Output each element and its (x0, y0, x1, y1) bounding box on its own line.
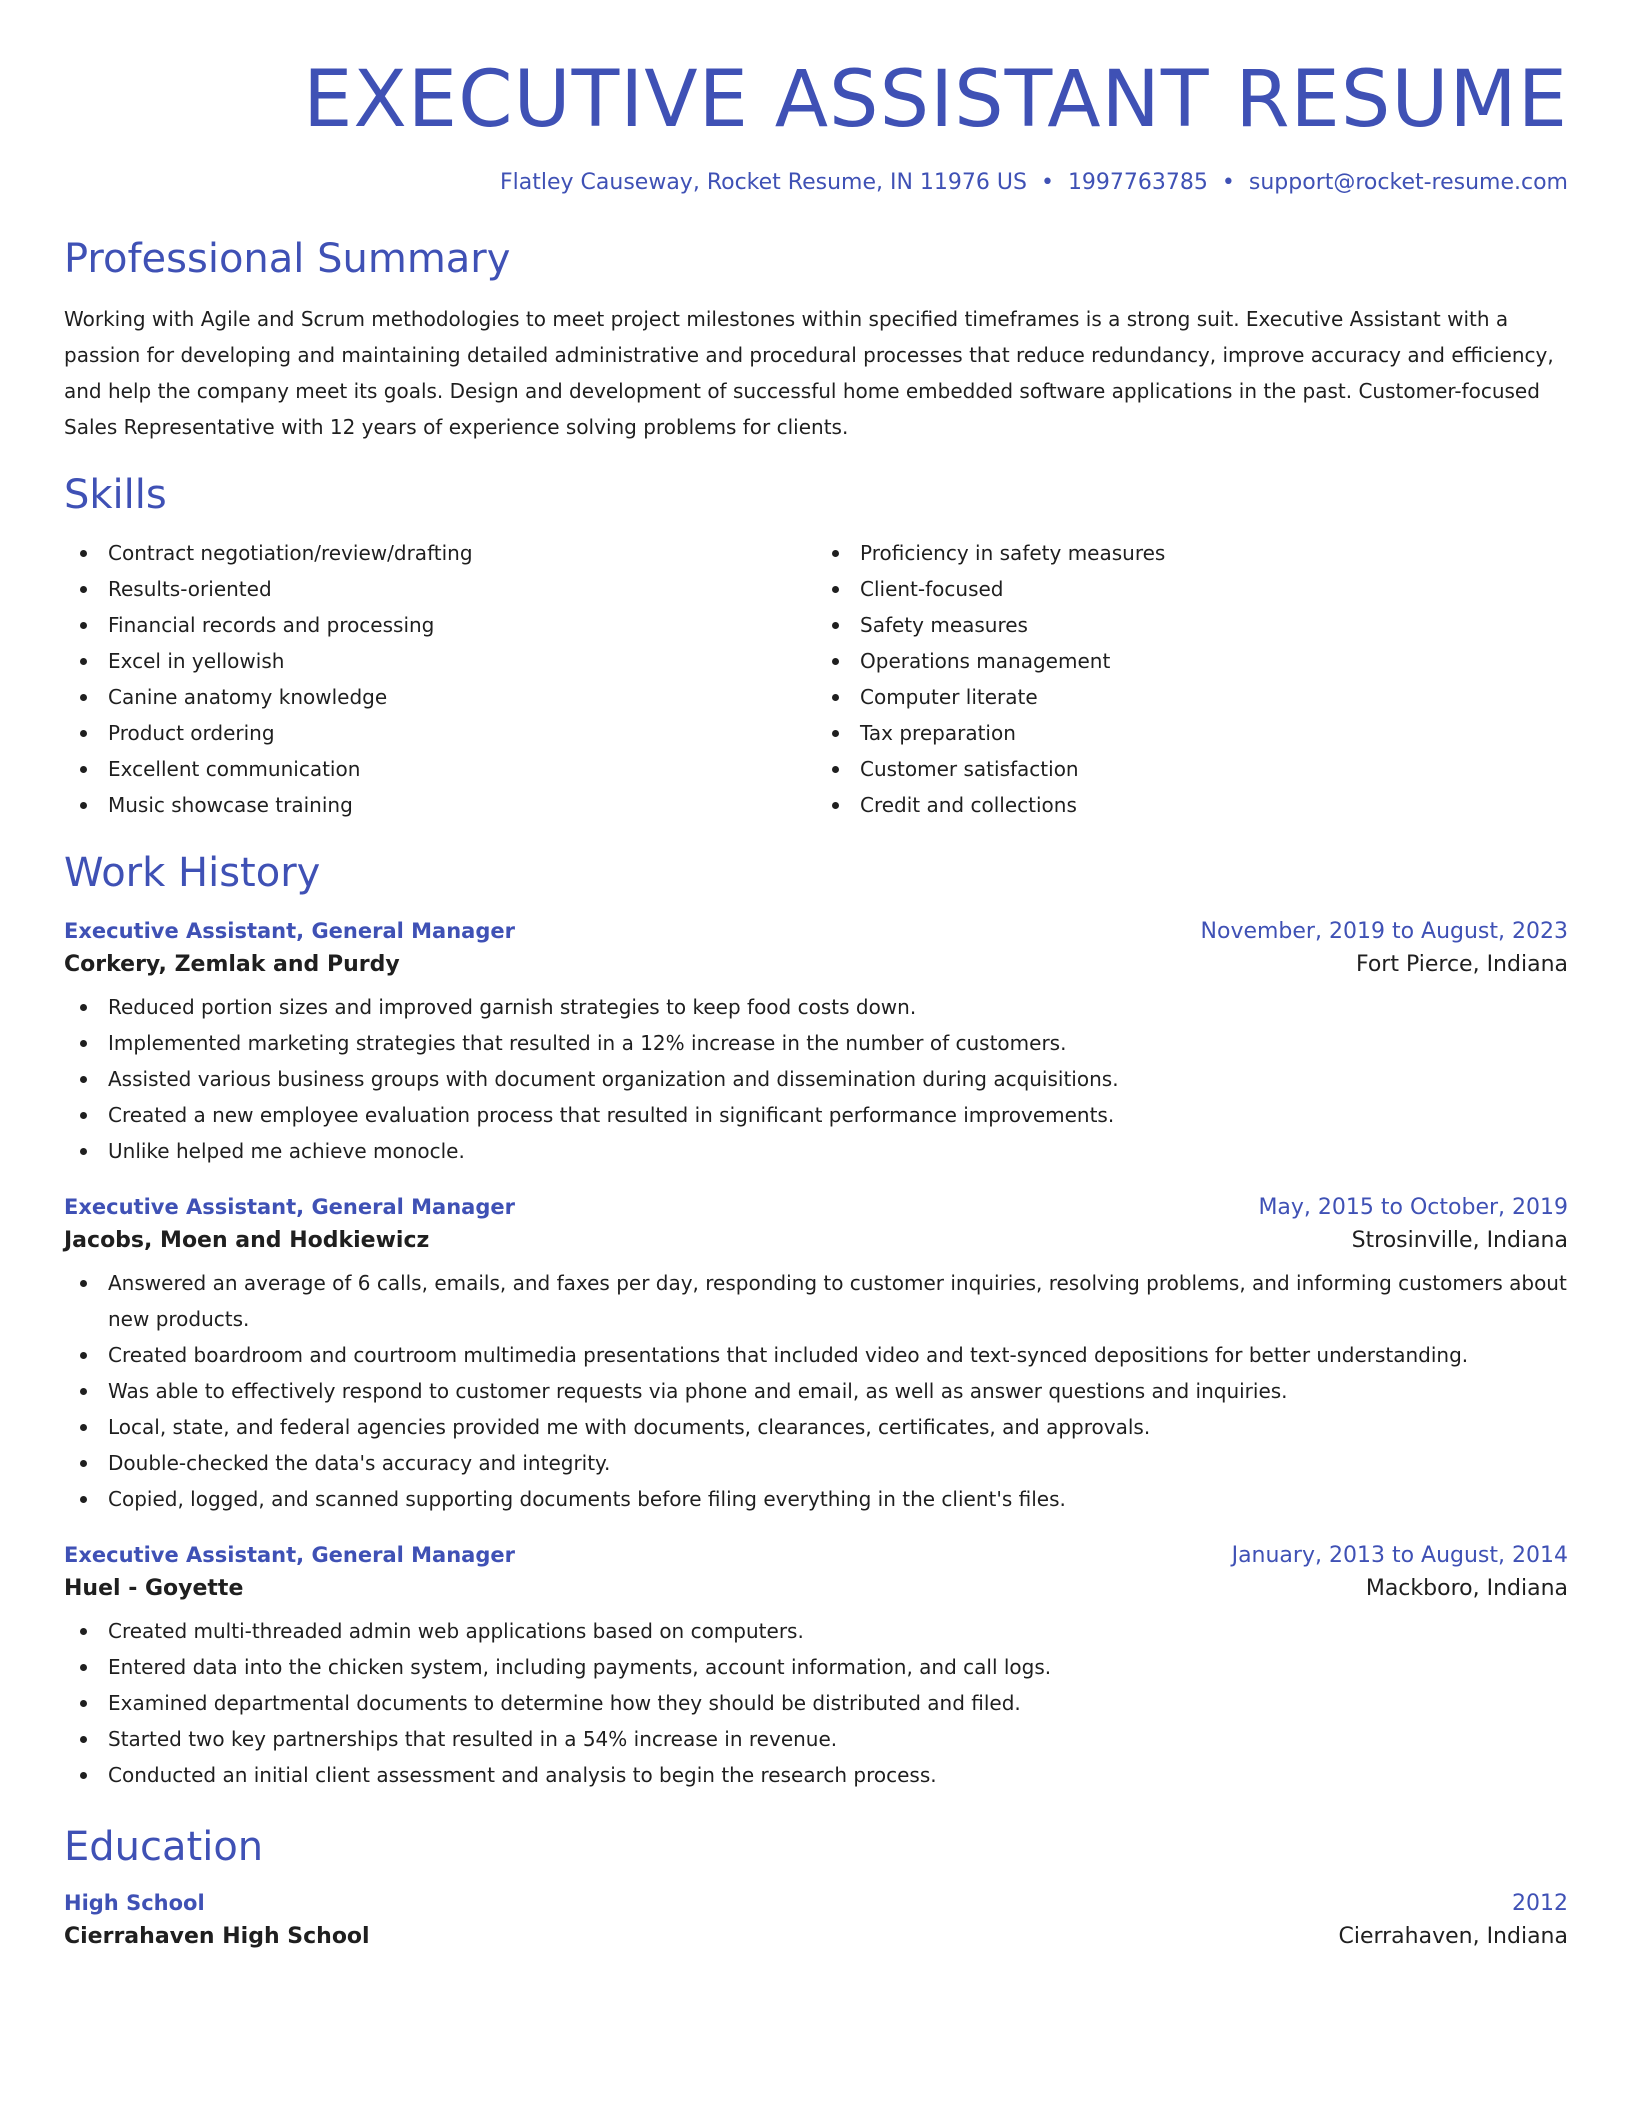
skill-item: Credit and collections (860, 787, 1568, 823)
job-bullet: Entered data into the chicken system, including payments, account information, and call logs. (108, 1649, 1568, 1685)
education-heading: Education (64, 1824, 264, 1870)
job-dates: May, 2015 to October, 2019 (1258, 1195, 1568, 1220)
skill-item: Canine anatomy knowledge (108, 679, 816, 715)
job-company: Corkery, Zemlak and Purdy (64, 952, 400, 977)
job-bullets (64, 989, 1568, 1169)
skills-column-left (64, 535, 816, 823)
job-bullet: Local, state, and federal agencies provided me with documents, clearances, certificates, and approvals. (108, 1409, 1568, 1445)
skills-heading: Skills (64, 472, 167, 518)
summary-text: Working with Agile and Scrum methodologies to meet project milestones within specified timeframes is a strong suit. Executive Assistant with a passion for developing and maintaining detailed administrative and procedural processes that reduce redundancy, improve accuracy and efficiency, and help the company meet its goals. Design and development of successful home embedded software applications in the past. Customer-focused Sales Representative with 12 years of experience solving problems for clients. (64, 307, 1554, 439)
education-degree: High School (64, 1891, 205, 1915)
skill-item: Contract negotiation/review/drafting (108, 535, 816, 571)
contact-address: Flatley Causeway, Rocket Resume, IN 11976 US (500, 170, 1027, 195)
job-role: Executive Assistant, General Manager (64, 1543, 515, 1567)
skills-column-right (816, 535, 1568, 823)
job-entry (64, 1195, 1568, 1517)
job-dates: January, 2013 to August, 2014 (1231, 1543, 1568, 1568)
job-title-row (64, 919, 1568, 944)
job-role: Executive Assistant, General Manager (64, 919, 515, 943)
contact-separator: • (1040, 170, 1054, 195)
job-dates: November, 2019 to August, 2023 (1200, 919, 1568, 944)
job-bullet: Examined departmental documents to determine how they should be distributed and filed. (108, 1685, 1568, 1721)
contact-email: support@rocket-resume.com (1248, 170, 1568, 195)
job-location: Mackboro, Indiana (1365, 1576, 1568, 1601)
resume-header (64, 52, 1568, 195)
job-company-row (64, 952, 1568, 977)
skill-item: Excellent communication (108, 751, 816, 787)
skills-list (64, 535, 1568, 823)
job-bullet: Was able to effectively respond to customer requests via phone and email, as well as answer questions and inquiries. (108, 1373, 1568, 1409)
job-bullet: Reduced portion sizes and improved garnish strategies to keep food costs down. (108, 989, 1568, 1025)
job-entry (64, 919, 1568, 1169)
job-bullet: Double-checked the data's accuracy and integrity. (108, 1445, 1568, 1481)
job-company: Jacobs, Moen and Hodkiewicz (64, 1228, 430, 1253)
skill-item: Music showcase training (108, 787, 816, 823)
skill-item: Product ordering (108, 715, 816, 751)
skill-item: Safety measures (860, 607, 1568, 643)
job-company-row (64, 1576, 1568, 1601)
skill-item: Financial records and processing (108, 607, 816, 643)
skill-item: Results-oriented (108, 571, 816, 607)
job-bullet: Assisted various business groups with document organization and dissemination during acquisitions. (108, 1061, 1568, 1097)
contact-line (64, 170, 1568, 195)
job-role: Executive Assistant, General Manager (64, 1195, 515, 1219)
education-degree-row (64, 1891, 1568, 1916)
job-bullet: Conducted an initial client assessment and analysis to begin the research process. (108, 1757, 1568, 1793)
job-company-row (64, 1228, 1568, 1253)
job-bullet: Unlike helped me achieve monocle. (108, 1133, 1568, 1169)
job-title-row (64, 1195, 1568, 1220)
skill-item: Client-focused (860, 571, 1568, 607)
job-bullet: Implemented marketing strategies that resulted in a 12% increase in the number of customers. (108, 1025, 1568, 1061)
skill-item: Operations management (860, 643, 1568, 679)
skill-item: Proficiency in safety measures (860, 535, 1568, 571)
job-bullet: Created multi-threaded admin web applications based on computers. (108, 1613, 1568, 1649)
job-company: Huel - Goyette (64, 1576, 244, 1601)
education-year: 2012 (1512, 1891, 1568, 1916)
skill-item: Computer literate (860, 679, 1568, 715)
resume-title: EXECUTIVE ASSISTANT RESUME (303, 55, 1568, 145)
job-location: Fort Pierce, Indiana (1355, 952, 1568, 977)
contact-separator: • (1221, 170, 1235, 195)
summary-heading: Professional Summary (64, 236, 511, 282)
job-bullet: Created a new employee evaluation process that resulted in significant performance improvements. (108, 1097, 1568, 1133)
job-title-row (64, 1543, 1568, 1568)
skill-item: Tax preparation (860, 715, 1568, 751)
education-location: Cierrahaven, Indiana (1338, 1924, 1568, 1949)
job-bullet: Started two key partnerships that resulted in a 54% increase in revenue. (108, 1721, 1568, 1757)
job-bullets (64, 1613, 1568, 1793)
education-school-row (64, 1924, 1568, 1949)
education-school: Cierrahaven High School (64, 1924, 370, 1949)
skill-item: Excel in yellowish (108, 643, 816, 679)
skill-item: Customer satisfaction (860, 751, 1568, 787)
job-bullet: Copied, logged, and scanned supporting documents before filing everything in the client's files. (108, 1481, 1568, 1517)
job-bullet: Created boardroom and courtroom multimedia presentations that included video and text-synced depositions for better understanding. (108, 1337, 1568, 1373)
job-bullet: Answered an average of 6 calls, emails, and faxes per day, responding to customer inquiries, resolving problems, and informing customers about new products. (108, 1265, 1568, 1337)
job-entry (64, 1543, 1568, 1793)
contact-phone: 1997763785 (1067, 170, 1208, 195)
job-location: Strosinville, Indiana (1351, 1228, 1568, 1253)
work-history-heading: Work History (64, 850, 321, 896)
education-entry (64, 1891, 1568, 1949)
job-bullets (64, 1265, 1568, 1517)
